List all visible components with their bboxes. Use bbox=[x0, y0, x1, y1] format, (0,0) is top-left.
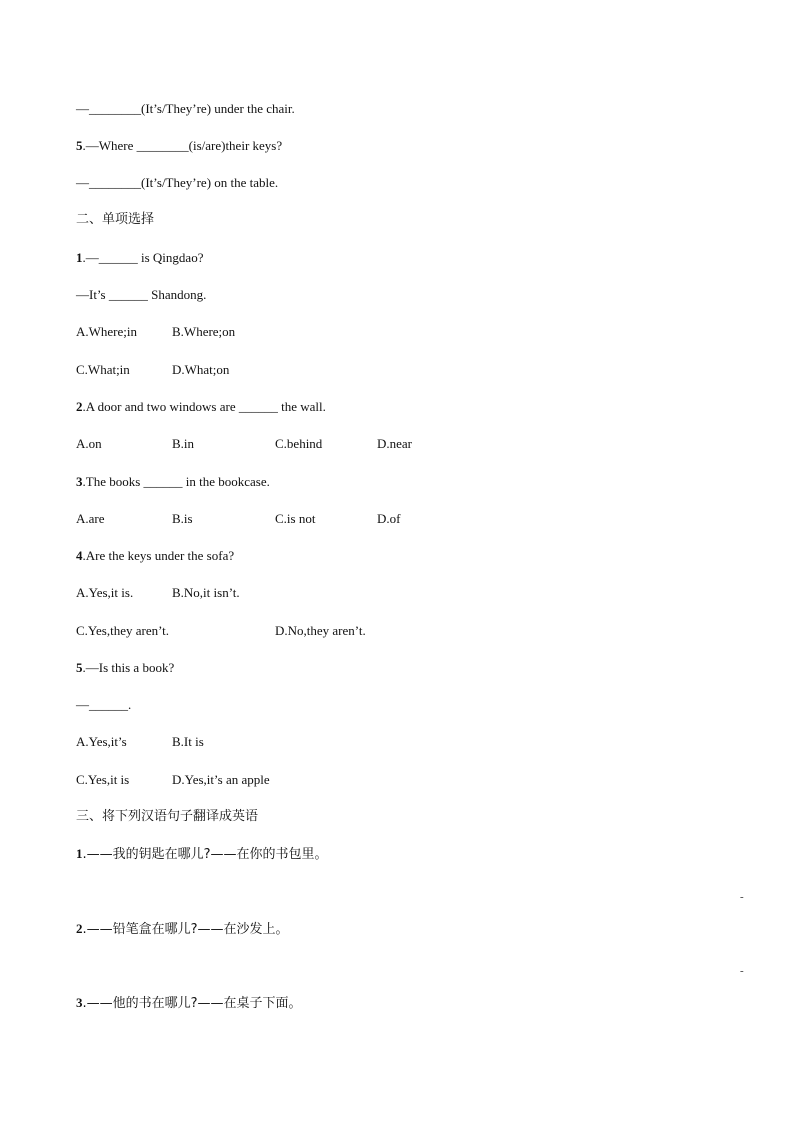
answer-line-mark: - bbox=[740, 965, 744, 977]
question-text: .A door and two windows are ______ the wall. bbox=[82, 399, 326, 414]
question-text: .——他的书在哪儿?——在桌子下面。 bbox=[82, 996, 302, 1011]
option-c: C.Yes,they aren’t. bbox=[76, 623, 170, 638]
question-number: 3 bbox=[76, 474, 83, 489]
question-text: .——铅笔盒在哪儿?——在沙发上。 bbox=[82, 922, 289, 937]
mc-question-5 bbox=[76, 660, 174, 676]
option-d: D.What;on bbox=[172, 362, 230, 377]
question-text: .—Is this a book? bbox=[82, 660, 175, 675]
question-number: 4 bbox=[76, 548, 83, 563]
question-number: 2 bbox=[76, 399, 83, 414]
option-a: A.Yes,it’s bbox=[76, 734, 127, 749]
option-a: A.are bbox=[76, 511, 105, 526]
question-text: .The books ______ in the bookcase. bbox=[82, 474, 270, 489]
question-number: 3 bbox=[76, 995, 83, 1010]
option-b: B.in bbox=[172, 436, 195, 451]
option-b: B.is bbox=[172, 511, 193, 526]
question-number: 5 bbox=[76, 660, 83, 675]
option-b: B.It is bbox=[172, 734, 204, 749]
question-text: .—______ is Qingdao? bbox=[82, 250, 204, 265]
section-heading-translation: 三、将下列汉语句子翻译成英语 bbox=[76, 809, 259, 824]
question-text: .—Where ________(is/are)their keys? bbox=[82, 138, 283, 153]
question-number: 2 bbox=[76, 921, 83, 936]
option-b: B.Where;on bbox=[172, 324, 236, 339]
mc-question-1-line2: —It’s ______ Shandong. bbox=[76, 287, 207, 302]
option-d: D.Yes,it’s an apple bbox=[172, 772, 270, 787]
translation-item-2 bbox=[76, 921, 289, 938]
answer-line-mark: - bbox=[740, 891, 744, 903]
mc-question-3 bbox=[76, 474, 270, 490]
mc-question-1 bbox=[76, 250, 203, 266]
option-d: D.No,they aren’t. bbox=[275, 623, 366, 638]
translation-item-3 bbox=[76, 995, 302, 1012]
section-heading-multiple-choice: 二、单项选择 bbox=[76, 212, 155, 227]
question-number: 1 bbox=[76, 846, 83, 861]
option-d: D.near bbox=[377, 436, 413, 451]
mc-question-5-line2: —______. bbox=[76, 697, 132, 712]
question-number: 1 bbox=[76, 250, 83, 265]
translation-item-1 bbox=[76, 846, 328, 863]
question-number: 5 bbox=[76, 138, 83, 153]
mc-question-4 bbox=[76, 548, 234, 564]
option-a: A.on bbox=[76, 436, 102, 451]
option-c: C.behind bbox=[275, 436, 323, 451]
option-c: C.is not bbox=[275, 511, 316, 526]
option-d: D.of bbox=[377, 511, 401, 526]
question-text: .Are the keys under the sofa? bbox=[82, 548, 235, 563]
q5-answer-line: —________(It’s/They’re) on the table. bbox=[76, 175, 279, 190]
mc-question-2 bbox=[76, 399, 326, 415]
option-b: B.No,it isn’t. bbox=[172, 585, 240, 600]
question-text: .——我的钥匙在哪儿?——在你的书包里。 bbox=[82, 847, 328, 862]
option-c: C.Yes,it is bbox=[76, 772, 130, 787]
option-a: A.Where;in bbox=[76, 324, 138, 339]
option-a: A.Yes,it is. bbox=[76, 585, 134, 600]
q5-question-line bbox=[76, 138, 282, 154]
option-c: C.What;in bbox=[76, 362, 130, 377]
q4-answer-line: —________(It’s/They’re) under the chair. bbox=[76, 101, 295, 116]
